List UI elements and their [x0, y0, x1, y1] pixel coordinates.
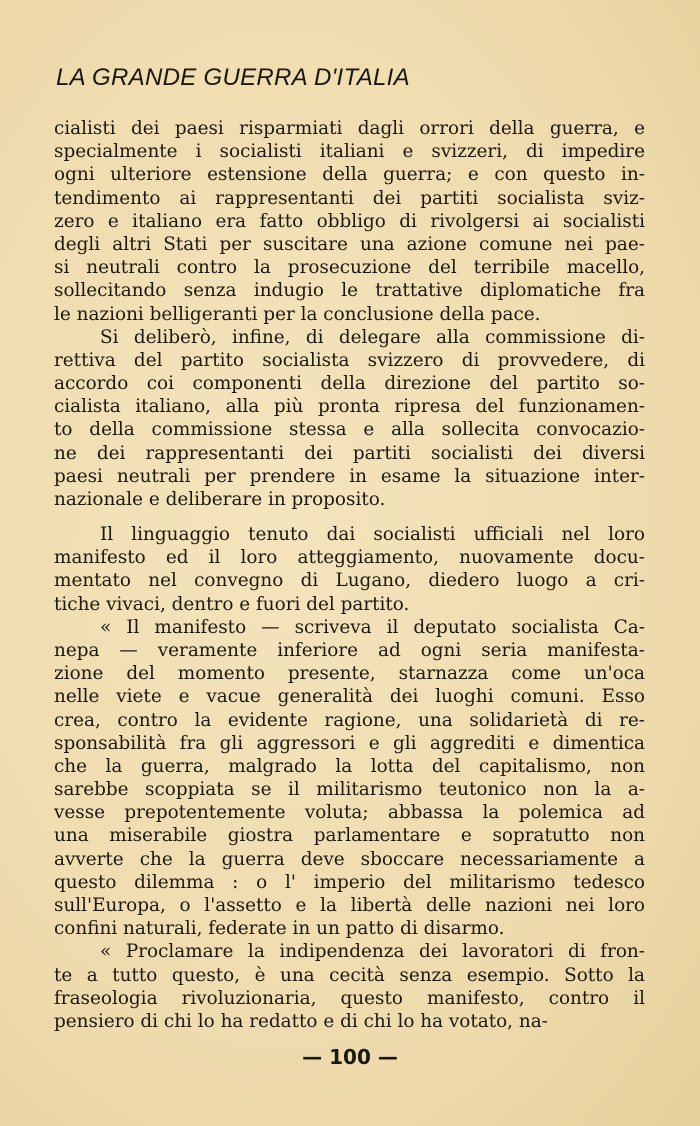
- page-number: — 100 —: [302, 1045, 398, 1069]
- text-line: nazionale e deliberare in proposito.: [54, 489, 386, 510]
- text-line: specialmente i socialisti italiani e svizzeri, di impedire: [54, 141, 645, 163]
- text-line: rettiva del partito socialista svizzero di provvedere, di: [54, 349, 645, 371]
- text-line: ne dei rappresentanti dei partiti socialisti dei diversi: [54, 442, 645, 464]
- text-line: questo dilemma : o l' imperio del militarismo tedesco: [54, 871, 645, 893]
- text-line: zione del momento presente, starnazza come un'oca: [54, 663, 645, 685]
- text-line: cialisti dei paesi risparmiati dagli orrori della guerra, e: [54, 118, 645, 139]
- running-header: LA GRANDE GUERRA D'ITALIA: [56, 64, 410, 91]
- text-line: zero e italiano era fatto obbligo di rivolgersi ai socialisti: [54, 210, 645, 232]
- text-line: fraseologia rivoluzionaria, questo manifesto, contro il: [54, 987, 645, 1009]
- text-line: tiche vivaci, dentro e fuori del partito.: [54, 593, 410, 615]
- text-line: crea, contro la evidente ragione, una solidarietà di re-: [54, 709, 645, 731]
- text-line: ogni ulteriore estensione della guerra; e con questo in-: [54, 164, 645, 186]
- text-line: cialista italiano, alla più pronta ripresa del funzionamen-: [54, 396, 645, 418]
- text-line: pensiero di chi lo ha redatto e di chi lo ha votato, na-: [54, 1010, 548, 1032]
- text-line: una miserabile giostra parlamentare e sopratutto non: [54, 825, 645, 847]
- text-line: degli altri Stati per suscitare una azione comune nei pae-: [54, 233, 645, 255]
- text-line: paesi neutrali per prendere in esame la situazione inter-: [54, 465, 645, 487]
- text-line: le nazioni belligeranti per la conclusione della pace.: [54, 303, 541, 325]
- text-line: mentato nel convegno di Lugano, diedero luogo a cri-: [54, 570, 645, 592]
- paragraph-block-2: [54, 523, 645, 1033]
- text-line: nelle viete e vacue generalità dei luoghi comuni. Esso: [54, 686, 645, 708]
- text-line: accordo coi componenti della direzione del partito so-: [54, 373, 645, 395]
- text-line: avverte che la guerra deve sboccare necessariamente a: [54, 848, 645, 870]
- text-line: nepa — veramente inferiore ad ogni seria manifesta-: [54, 639, 645, 661]
- text-line: « Proclamare la indipendenza dei lavoratori di fron-: [100, 941, 645, 963]
- text-line: sull'Europa, o l'assetto e la libertà delle nazioni nei loro: [54, 895, 645, 916]
- paragraph-block-1: [54, 117, 645, 511]
- text-line: confini naturali, federate in un patto di disarmo.: [54, 918, 505, 940]
- text-line: Si deliberò, infine, di delegare alla commissione di-: [100, 326, 645, 348]
- text-line: manifesto ed il loro atteggiamento, nuovamente docu-: [54, 547, 645, 569]
- text-line: Il linguaggio tenuto dai socialisti ufficiali nel loro: [100, 524, 645, 545]
- text-line: to della commissione stessa e alla sollecita convocazio-: [54, 419, 645, 441]
- text-line: si neutrali contro la prosecuzione del terribile macello,: [54, 257, 645, 279]
- text-line: che la guerra, malgrado la lotta del capitalismo, non: [54, 755, 645, 777]
- text-line: sarebbe scoppiata se il militarismo teutonico non la a-: [54, 779, 645, 801]
- text-line: te a tutto questo, è una cecità senza esempio. Sotto la: [54, 964, 645, 986]
- text-line: tendimento ai rappresentanti dei partiti socialista sviz-: [54, 187, 645, 209]
- text-line: vesse prepotentemente voluta; abbassa la polemica ad: [54, 802, 645, 824]
- text-line: sollecitando senza indugio le trattative diplomatiche fra: [54, 280, 645, 302]
- text-line: « Il manifesto — scriveva il deputato socialista Ca-: [100, 616, 645, 638]
- text-line: sponsabilità fra gli aggressori e gli aggrediti e dimentica: [54, 732, 645, 754]
